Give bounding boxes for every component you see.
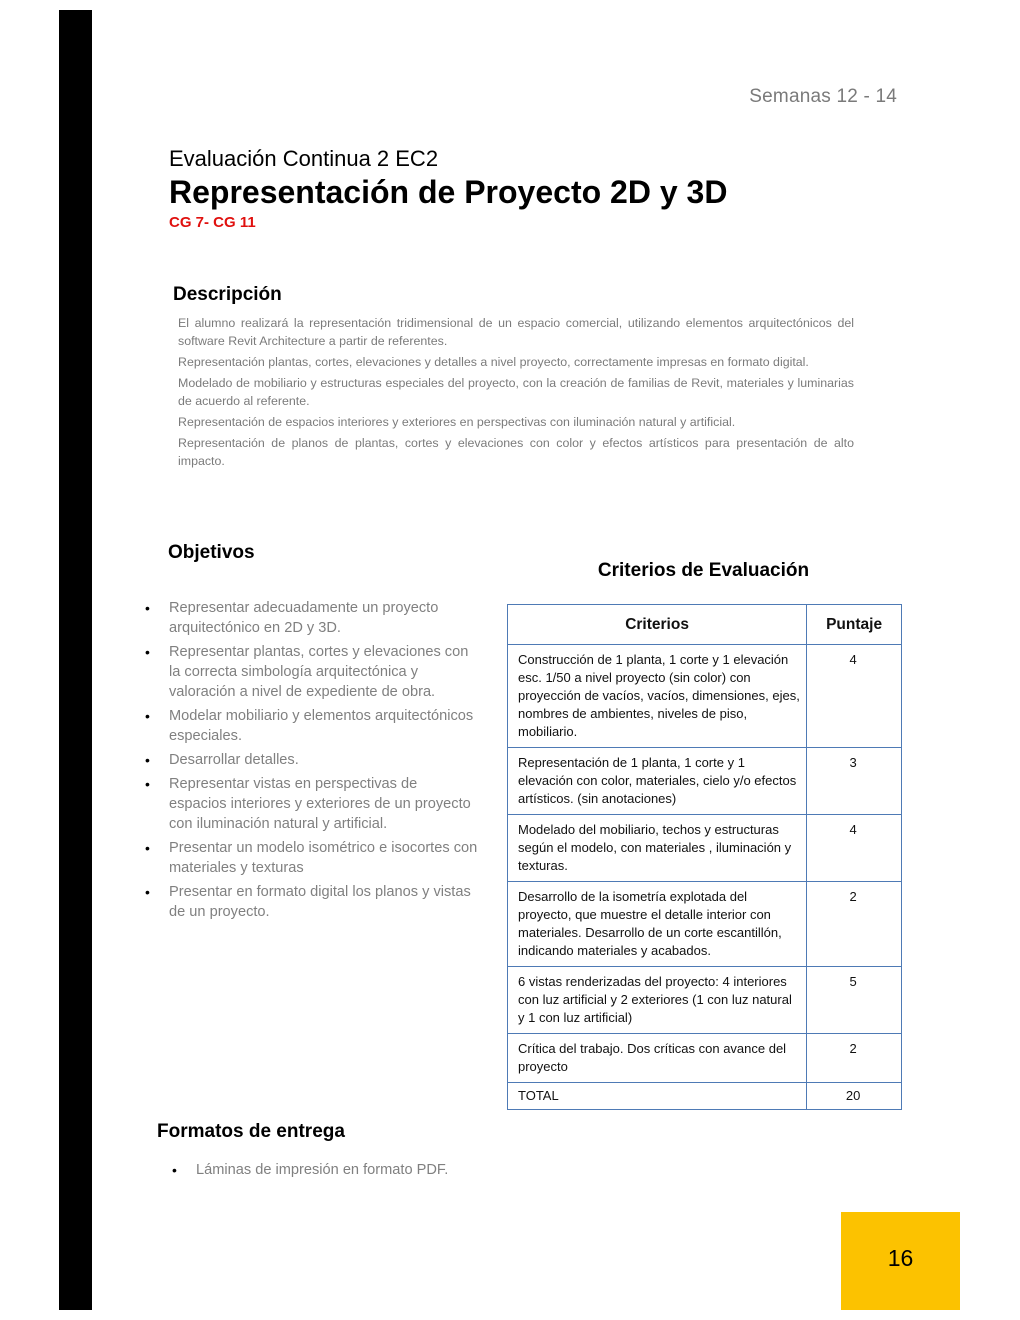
description-paragraph: Representación de planos de plantas, cortes y elevaciones con color y efectos artísticos para presentación de alto impacto. <box>178 436 854 468</box>
delivery-heading: Formatos de entrega <box>157 1121 345 1142</box>
description-paragraph: Representación plantas, cortes, elevaciones y detalles a nivel proyecto, correctamente impresas en formato digital. <box>178 355 809 369</box>
side-bar <box>59 10 92 1310</box>
criterion-score: 2 <box>807 1034 902 1083</box>
table-row <box>508 748 902 815</box>
criterion-text: Representación de 1 planta, 1 corte y 1 elevación con color, materiales, cielo y/o efectos artísticos. (sin anotaciones) <box>508 748 807 815</box>
criterion-text: Crítica del trabajo. Dos críticas con avance del proyecto <box>508 1034 807 1083</box>
criteria-table <box>507 604 902 1110</box>
criteria-heading: Criterios de Evaluación <box>597 560 810 581</box>
description-paragraph: El alumno realizará la representación tridimensional de un espacio comercial, utilizando elementos arquitectónicos del software Revit Architecture a partir de referentes. <box>178 316 854 348</box>
criterion-text: Modelado del mobiliario, techos y estructuras según el modelo, con materiales , iluminación y texturas. <box>508 815 807 882</box>
score-column-header: Puntaje <box>807 605 902 645</box>
page-title: Representación de Proyecto 2D y 3D <box>169 174 728 210</box>
competency-codes: CG 7- CG 11 <box>169 214 256 231</box>
table-row <box>508 882 902 967</box>
description-paragraph: Representación de espacios interiores y exteriores en perspectivas con iluminación natural y artificial. <box>178 415 736 429</box>
description-body <box>178 314 854 473</box>
criterion-text: Construcción de 1 planta, 1 corte y 1 elevación esc. 1/50 a nivel proyecto (sin color) con proyección de vacíos, vacíos, dimensiones, ejes, nombres de ambientes, niveles de piso, mobiliario. <box>508 645 807 748</box>
delivery-list <box>170 1160 448 1180</box>
objectives-heading: Objetivos <box>168 542 255 563</box>
objective-item: • Representar adecuadamente un proyecto arquitectónico en 2D y 3D. <box>143 598 478 638</box>
table-row <box>508 967 902 1034</box>
table-row <box>508 1034 902 1083</box>
objectives-list <box>143 598 478 926</box>
table-row <box>508 645 902 748</box>
criterion-score: 5 <box>807 967 902 1034</box>
page-number: 16 <box>887 1245 914 1271</box>
description-paragraph: Modelado de mobiliario y estructuras especiales del proyecto, con la creación de familias de Revit, materiales y luminarias de acuerdo al referente. <box>178 376 854 408</box>
criterion-score: 4 <box>807 815 902 882</box>
objective-item: • Desarrollar detalles. <box>143 750 478 770</box>
evaluation-subtitle: Evaluación Continua 2 EC2 <box>169 146 439 171</box>
criterion-text: Desarrollo de la isometría explotada del proyecto, que muestre el detalle interior con materiales. Desarrollo de un corte escantillón, indicando materiales y acabados. <box>508 882 807 967</box>
objective-item: • Modelar mobiliario y elementos arquitectónicos especiales. <box>143 706 478 746</box>
total-score: 20 <box>807 1083 902 1110</box>
delivery-item: • Láminas de impresión en formato PDF. <box>170 1160 448 1180</box>
objective-item: • Representar plantas, cortes y elevaciones con la correcta simbología arquitectónica y valoración a nivel de expediente de obra. <box>143 642 478 702</box>
criteria-header-row <box>508 605 902 645</box>
criteria-column-header: Criterios <box>508 605 807 645</box>
total-label: TOTAL <box>508 1083 807 1110</box>
total-row <box>508 1083 902 1110</box>
criterion-score: 3 <box>807 748 902 815</box>
criterion-text: 6 vistas renderizadas del proyecto: 4 interiores con luz artificial y 2 exteriores (1 con luz natural y 1 con luz artificial) <box>508 967 807 1034</box>
weeks-label: Semanas 12 - 14 <box>749 86 897 107</box>
objective-item: • Presentar un modelo isométrico e isocortes con materiales y texturas <box>143 838 478 878</box>
criterion-score: 4 <box>807 645 902 748</box>
description-heading: Descripción <box>173 284 282 305</box>
table-row <box>508 815 902 882</box>
objective-item: • Presentar en formato digital los planos y vistas de un proyecto. <box>143 882 478 922</box>
criterion-score: 2 <box>807 882 902 967</box>
objective-item: • Representar vistas en perspectivas de espacios interiores y exteriores de un proyecto con iluminación natural y artificial. <box>143 774 478 834</box>
